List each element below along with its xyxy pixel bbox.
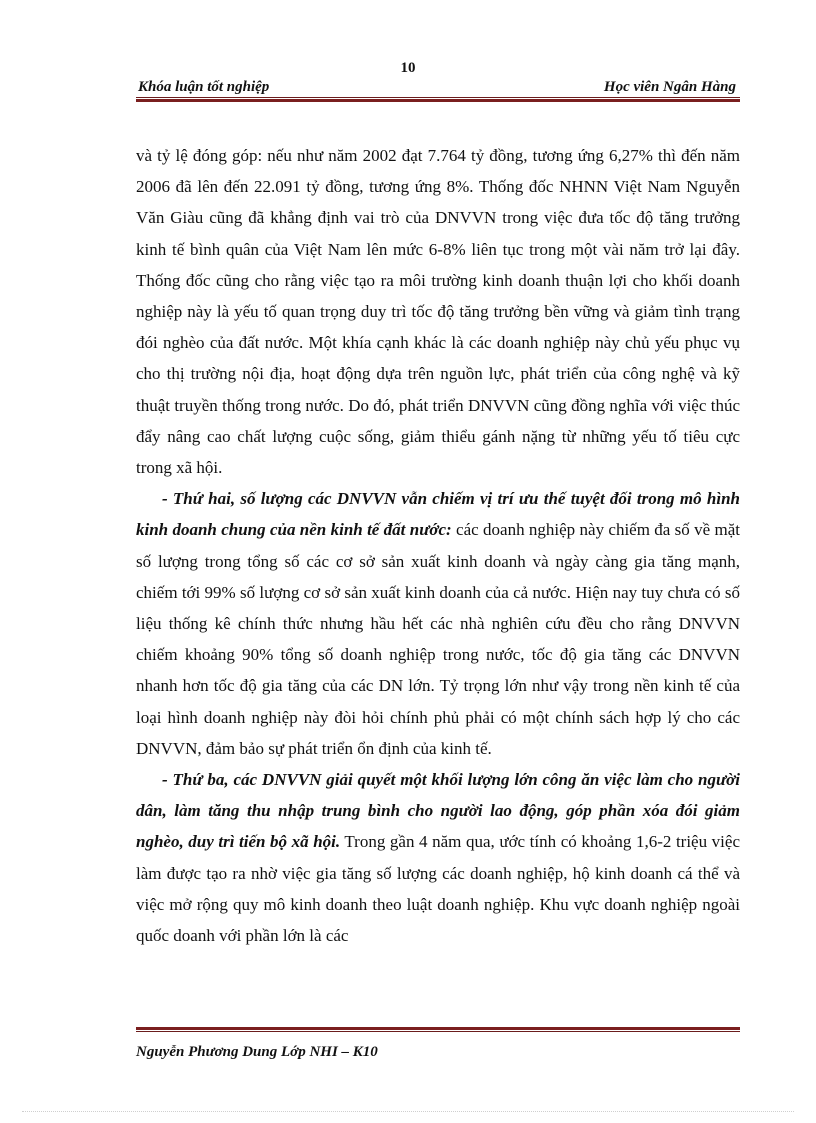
header-document-type: Khóa luận tốt nghiệp [138, 79, 270, 95]
page-number: 10 [400, 60, 416, 76]
header-rule [136, 97, 740, 102]
paragraph-3 [136, 764, 740, 951]
paragraph-2-heading: - Thứ hai, số lượng các DNVVN vẫn chiếm vị trí ưu thế tuyệt đối trong mô hình kinh doanh chung của nền kinh tế đất nước: [136, 489, 740, 540]
paragraph-2-text: các doanh nghiệp này chiếm đa số về mặt số lượng trong tổng số các cơ sở sản xuất kinh doanh và ngày càng gia tăng mạnh, chiếm tới 99% số lượng cơ sở sản xuất kinh doanh của cả nước. Hiện nay tuy chưa có số liệu thống kê chính thức nhưng hầu hết các nhà nghiên cứu đều cho rằng DNVVN chiếm khoảng 90% tổng số doanh nghiệp trong nước, tốc độ gia tăng các DNVVN nhanh hơn tốc độ gia tăng của các DN lớn. Tỷ trọng lớn như vậy trong nền kinh tế của loại hình doanh nghiệp này đòi hỏi chính phủ phải có một chính sách hợp lý cho các DNVVN, đảm bảo sự phát triển ổn định của kinh tế. [136, 520, 741, 758]
body-text [136, 140, 740, 951]
paragraph-1 [136, 140, 740, 483]
header-institution: Học viên Ngân Hàng [603, 79, 736, 95]
paragraph-3-text: Trong gần 4 năm qua, ước tính có khoảng 1,6-2 triệu việc làm được tạo ra nhờ việc gia tăng số lượng các doanh nghiệp, hộ kinh doanh cá thể và việc mở rộng quy mô kinh doanh theo luật doanh nghiệp. Khu vực doanh nghiệp ngoài quốc doanh với phần lớn là các [136, 832, 740, 946]
paragraph-3-heading: - Thứ ba, các DNVVN giải quyết một khối lượng lớn công ăn việc làm cho người dân, làm tăng thu nhập trung bình cho người lao động, góp phần xóa đói giảm nghèo, duy trì tiến bộ xã hội. [136, 770, 740, 852]
page-bottom-divider [22, 1111, 794, 1112]
footer-rule [136, 1027, 740, 1032]
paragraph-2 [136, 483, 740, 764]
paragraph-1-text: và tỷ lệ đóng góp: nếu như năm 2002 đạt 7.764 tỷ đồng, tương ứng 6,27% thì đến năm 2006 đã lên đến 22.091 tỷ đồng, tương ứng 8%. Thống đốc NHNN Việt Nam Nguyễn Văn Giàu cũng đã khẳng định vai trò của DNVVN trong việc đưa tốc độ tăng trưởng kinh tế bình quân của Việt Nam lên mức 6-8% liên tục trong một vài năm trở lại đây. Thống đốc cũng cho rằng việc tạo ra môi trường kinh doanh thuận lợi cho khối doanh nghiệp này là yếu tố quan trọng duy trì tốc độ tăng trưởng bền vững và giảm tình trạng đói nghèo của đất nước. Một khía cạnh khác là các doanh nghiệp này chủ yếu phục vụ cho thị trường nội địa, hoạt động dựa trên nguồn lực, phát triển của công nghệ và kỹ thuật truyền thống trong nước. Do đó, phát triển DNVVN cũng đồng nghĩa với việc thúc đẩy nâng cao chất lượng cuộc sống, giảm thiểu gánh nặng từ những yếu tố tiêu cực trong xã hội. [136, 146, 740, 478]
footer-author: Nguyễn Phương Dung Lớp NHI – K10 [136, 1044, 378, 1060]
